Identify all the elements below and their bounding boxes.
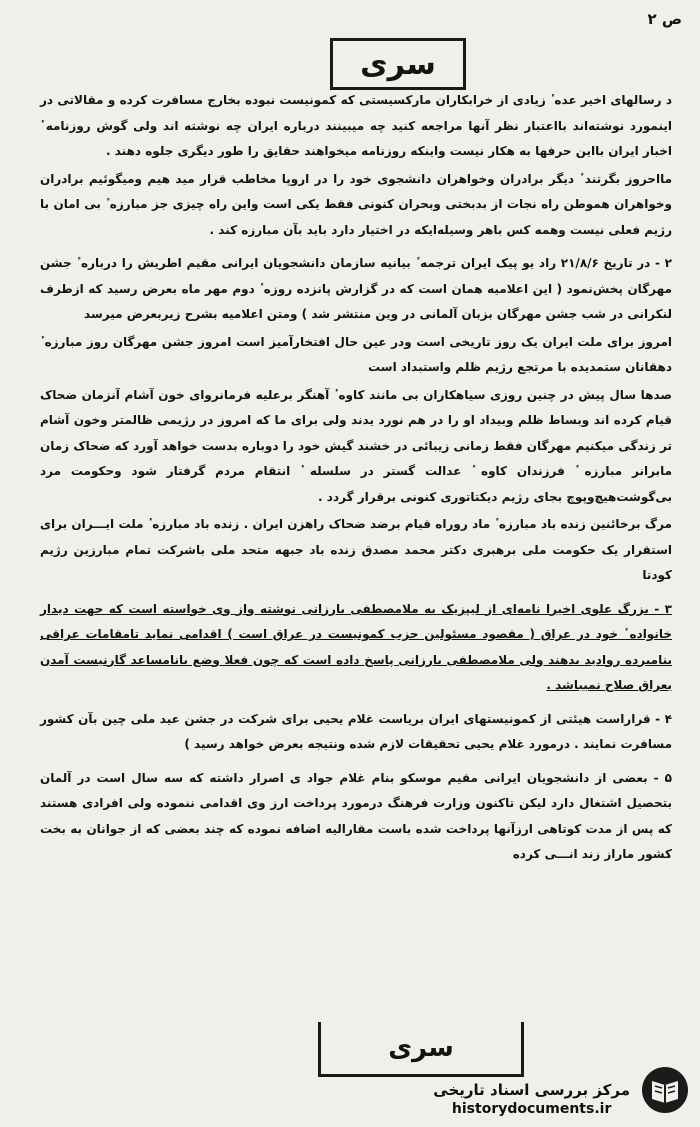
paragraph-7: ۳ - بزرگ علوی اخیرا نامه‌ای از لیپزیک به ملامصطفی بارزانی نوشته واز وی خواسته است که جهت دیدار خانواده ٔ خود در عراق ( مقصود مسئولین حزب کمونیست در عراق است ) اقدامی نماید تامقامات عراقی بنامبرده روادید بدهند ولی ملامصطفی بارزانی پاسخ داده است که چون فعلا وضع بانامساعد گارنیست آمدن بعراق صلاح نمیباشد . xyxy=(40,601,672,692)
page-number: ص ۲ xyxy=(647,10,682,28)
paragraph-2: مااحروز بگرتند ٔ دیگر برادران وخواهران دانشجوی خود را در اروپا مخاطب قرار مید هیم ومیگوئیم برادران وخواهران هموطن راه نجات از بدبختی وبحران کنونی فقط یکی است واین راه چیزی جز مبارزه ٔ بی امان با رژیم فعلی نیست وهمه کس باهر وسیله‌ایکه در اختیار دارد باید بآن مبارزه کند . xyxy=(40,171,672,237)
paragraph-6: مرگ برخائنین زنده باد مبارزه ٔ ماد روراه قیام برضد ضحاک راهزن ایران . زنده باد مبارزه ٔ ملت ایـــران برای استقرار یک حکومت ملی برهبری دکتر محمد مصدق زنده باد جبهه متحد ملی باشرکت تمام مبارزین رژیم کودتا xyxy=(40,517,672,582)
paragraph-8: ۴ - قراراست هیئتی از کمونیستهای ایران بریاست غلام یحیی برای شرکت در جشن عید ملی چین بآن کشور مسافرت نمایند . درمورد غلام یحیی تحقیقات لازم شده ونتیجه بعرض خواهد رسید ) xyxy=(40,711,672,751)
watermark-url: historydocuments.ir xyxy=(451,1101,612,1117)
secret-stamp-bottom: سری xyxy=(318,1022,524,1077)
secret-stamp-top: سری xyxy=(330,38,466,90)
paragraph-3: ۲ - در تاریخ ۲۱/۸/۶ راد یو پیک ایران ترجمه ٔ بیانیه سازمان دانشجویان ایرانی مقیم اطریش را درباره ٔ جشن مهرگان پخش‌نمود ( این اعلامیه همان است که در گزارش پانزده روزه ٔ دوم مهر ماه بعرض رسید که ازطرف لنکرانی در شب جشن مهرگان بزبان آلمانی در وین منتشر شد ) ومتن اعلامیه بشرح زیربعرض میرسد xyxy=(40,256,672,321)
watermark-title: مرکز بررسی اسناد تاریخی xyxy=(433,1081,630,1099)
paragraph-4: امروز برای ملت ایران یک روز تاریخی است ودر عین حال افتخارآمیز است امروز جشن مهرگان روز مبارزه ٔ دهقانان ستمدیده با مرتجع رژیم ظلم واستبداد است xyxy=(40,334,672,374)
book-logo-icon xyxy=(640,1065,690,1115)
paragraph-5: صدها سال پیش در چنین روزی سیاهکاران بی مانند کاوه ٔ آهنگر برعلیه فرمانروای خون آشام آنزمان ضحاک قیام کرده ‌اند وبساط ظلم وبیداد او را در هم نورد یدند ولی برای ما که امروز در رژیمی ظالمتر وخون آشام تر زندگی میکنیم مهرگان فقط زمانی زیبائی در خشند گیش خود را دوباره بدست خواهد آورد که ضحاک زمان مابرانر مبارزه ٔ فرزندان کاوه ٔ عدالت گستر در سلسله ٔ انتقام مردم گرفتار شود وحکومت مرد بی‌گوشت‌هیچ‌و‌پوچ بجای رژیم دیکتاتوری کنونی برقرار گردد . xyxy=(40,387,672,504)
paragraph-9: ۵ - بعضی از دانشجویان ایرانی مقیم موسکو بنام غلام جواد ی اصرار داشته که سه سال است در آلمان بتحصیل اشتغال دارد لیکن تاکنون وزارت فرهنگ درمورد پرداخت ارز وی اقدامی ننموده ولی افرادی هستند که پس از مدت کوتاهی ارزآنها پرداخت شده باست مقاراليه اضافه نموده که چند بعضی که از جوانان به بخت کشور ماراز زند انـــی کرده xyxy=(40,770,672,861)
watermark xyxy=(433,1081,630,1117)
document-body xyxy=(40,88,672,870)
paragraph-1: د رسالهای اخیر عده ٔ زیادی از خرابکاران مارکسیستی که کمونیست نبوده بخارج مسافرت کرده و مقالاتی در اینمورد نوشته‌اند بااعتبار نظر آنها مراجعه کنید چه میبینند درباره ایران چه نوشته اند ولی گوش روزنامه ٔ اخبار ایران بااین حرفها به هکار نیست واینکه روزنامه میخواهند حقایق را طور دیگری جلوه دهند . xyxy=(40,93,672,158)
